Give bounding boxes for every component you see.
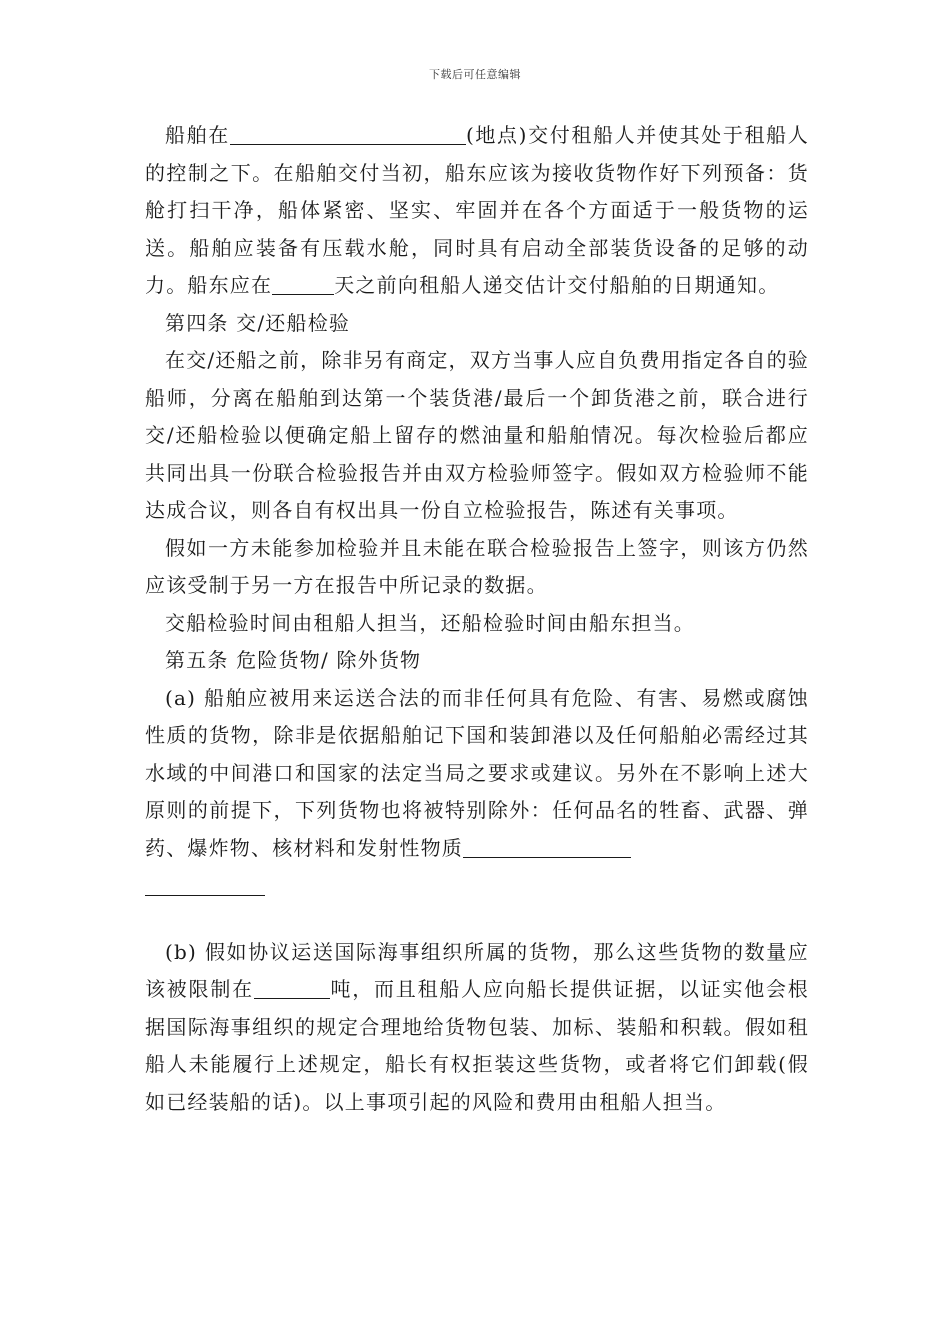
paragraph-text: (b) 假如协议运送国际海事组织所属的货物，那么这些货物的数量应该被限制在: [145, 939, 809, 1001]
article-4-title: 第四条 交/还船检验: [165, 310, 351, 335]
paragraph-imo-cargo: [145, 934, 809, 1122]
paragraph-text: 船舶在: [165, 123, 230, 147]
blank-excluded-goods-continued: [145, 867, 265, 896]
paragraph-absent-party: 假如一方未能参加检验并且未能在联合检验报告上签字，则该方仍然应该受制于另一方在报告中所记录的数据。: [145, 535, 809, 597]
spacer: [145, 896, 809, 934]
paragraph-text: (a) 船舶应被用来运送合法的而非任何具有危险、有害、易燃或腐蚀性质的货物，除非是依据船舶记下国和装卸港以及任何船舶必需经过其水域的中间港口和国家的法定当局之要求或建议。另外在不影响上述大原则的前提下，下列货物也将被特别除外：任何品名的牲畜、武器、弹药、爆炸物、核材料和发射性物质: [145, 685, 809, 860]
blank-tonnage: [254, 976, 330, 999]
paragraph-text: 吨，而且租船人应向船长提供证据，以证实他会根据国际海事组织的规定合理地给货物包装、加标、装船和积载。假如租船人未能履行上述规定，船长有权拒装这些货物，或者将它们卸载(假如已经装船的话)。以上事项引起的风险和费用由租船人担当。: [145, 977, 809, 1114]
paragraph-text: (地点)交付租船人并使其处于租船人的控制之下。在船舶交付当初，船东应该为接收货物作好下列预备：货舱打扫干净，船体紧密、坚实、牢固并在各个方面适于一般货物的运送。船舶应装备有压载水舱，同时具有启动全部装货设备的足够的动力。船东应在: [145, 123, 809, 297]
blank-days: [272, 272, 334, 295]
article-5-title: 第五条 危险货物/ 除外货物: [165, 648, 422, 672]
paragraph-survey: 在交/还船之前，除非另有商定，双方当事人应自负费用指定各自的验船师，分离在船舶到达第一个装货港/最后一个卸货港之前，联合进行交/还船检验以便确定船上留存的燃油量和船舶情况。每次检验后都应共同出具一份联合检验报告并由双方检验师签字。假如双方检验师不能达成合议，则各自有权出具一份自立检验报告，陈述有关事项。: [145, 348, 809, 522]
blank-location: [230, 122, 466, 145]
paragraph-survey-time: 交船检验时间由租船人担当，还船检验时间由船东担当。: [165, 610, 695, 635]
paragraph-excluded-cargo: [145, 680, 809, 868]
page-header-note: 下载后可任意编辑: [429, 68, 521, 81]
paragraph-delivery: [145, 117, 809, 305]
paragraph-text: 天之前向租船人递交估计交付船舶的日期通知。: [334, 273, 780, 297]
document-body: [145, 117, 809, 1121]
blank-excluded-goods: [463, 835, 631, 858]
